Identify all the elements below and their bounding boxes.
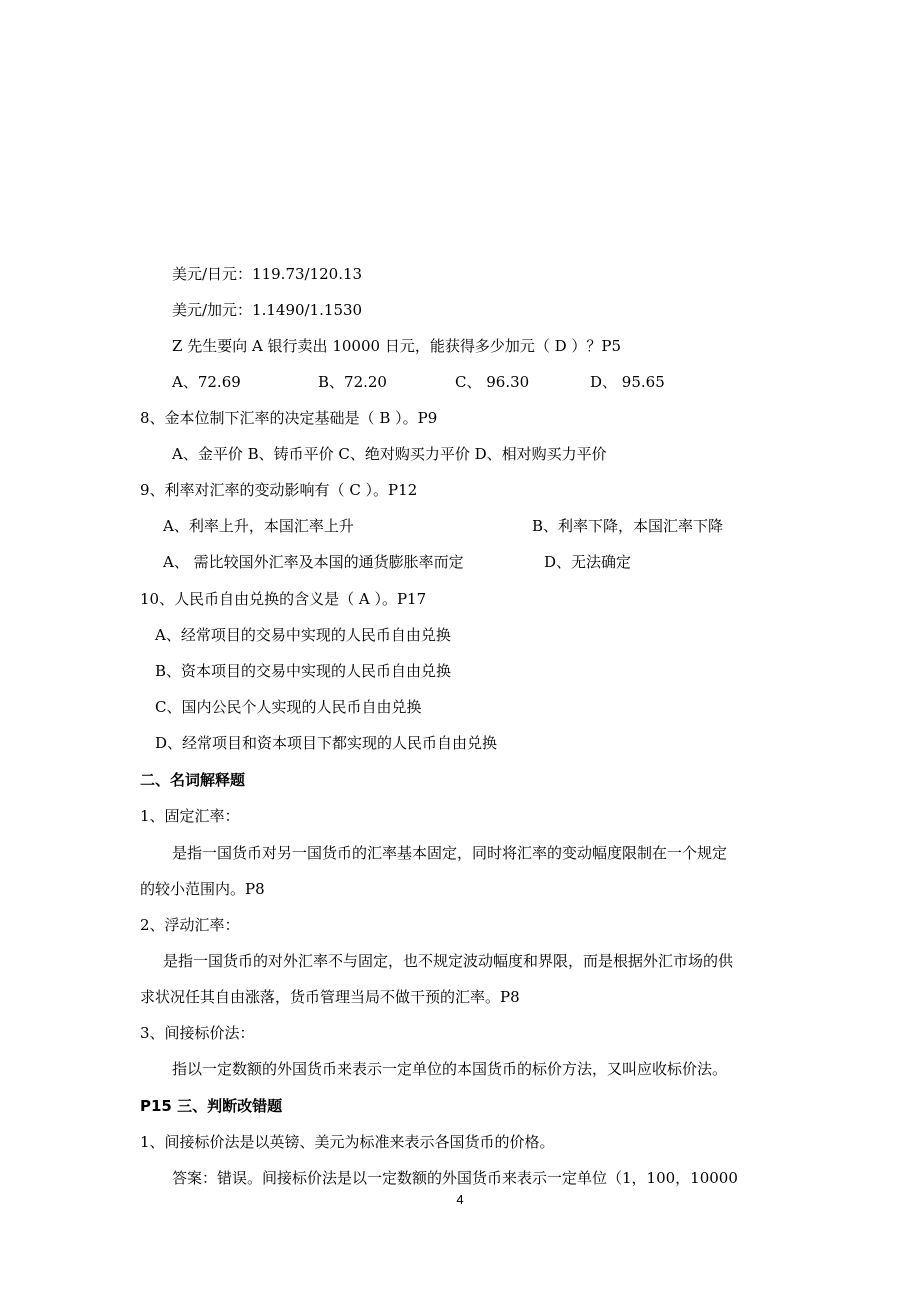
q7-option-c: C、 96.30: [455, 373, 530, 391]
question-10: 10、人民币自由兑换的含义是（ A ）。P17: [140, 590, 427, 608]
section-3-heading: P15 三、判断改错题: [140, 1097, 283, 1115]
q9-option-d: D、无法确定: [544, 553, 632, 571]
judgement-1: 1、间接标价法是以英镑、美元为标准来表示各国货币的价格。: [140, 1133, 555, 1151]
rate-usd-cad: 美元/加元：1.1490/1.1530: [172, 301, 363, 319]
q10-option-c: C、国内公民个人实现的人民币自由兑换: [155, 698, 422, 716]
q8-options: A、金平价 B、铸币平价 C、绝对购买力平价 D、相对购买力平价: [172, 445, 607, 463]
q7-option-b: B、72.20: [318, 373, 387, 391]
question-9: 9、利率对汇率的变动影响有（ C ）。P12: [140, 481, 418, 499]
q7-option-d: D、 95.65: [590, 373, 665, 391]
term-3-definition: 指以一定数额的外国货币来表示一定单位的本国货币的标价方法，又叫应收标价法。: [172, 1060, 728, 1078]
term-3-title: 3、间接标价法：: [140, 1024, 255, 1042]
q9-option-a: A、利率上升，本国汇率上升: [163, 517, 354, 535]
q9-option-b: B、利率下降，本国汇率下降: [532, 517, 724, 535]
q10-option-d: D、经常项目和资本项目下都实现的人民币自由兑换: [155, 734, 498, 752]
term-2-definition-line-2: 求状况任其自由涨落，货币管理当局不做干预的汇率。P8: [140, 988, 520, 1006]
page-number: 4: [456, 1192, 464, 1207]
term-2-title: 2、浮动汇率：: [140, 916, 240, 934]
q10-option-b: B、资本项目的交易中实现的人民币自由兑换: [155, 662, 452, 680]
term-2-definition-line-1: 是指一国货币的对外汇率不与固定，也不规定波动幅度和界限，而是根据外汇市场的供: [163, 952, 734, 970]
q9-option-c: A、 需比较国外汇率及本国的通货膨胀率而定: [163, 553, 464, 571]
judgement-1-answer: 答案：错误。间接标价法是以一定数额的外国货币来表示一定单位（1，100，10000: [172, 1169, 738, 1187]
q10-option-a: A、经常项目的交易中实现的人民币自由兑换: [155, 626, 451, 644]
rate-usd-jpy: 美元/日元：119.73/120.13: [172, 265, 363, 283]
term-1-title: 1、固定汇率：: [140, 807, 240, 825]
question-8: 8、金本位制下汇率的决定基础是（ B ）。P9: [140, 409, 438, 427]
term-1-definition-line-2: 的较小范围内。P8: [140, 880, 265, 898]
q7-option-a: A、72.69: [172, 373, 241, 391]
term-1-definition-line-1: 是指一国货币对另一国货币的汇率基本固定，同时将汇率的变动幅度限制在一个规定: [172, 844, 728, 862]
section-2-heading: 二、名词解释题: [140, 771, 246, 789]
question-7-stem: Z 先生要向 A 银行卖出 10000 日元，能获得多少加元（ D ）？P5: [172, 337, 622, 355]
